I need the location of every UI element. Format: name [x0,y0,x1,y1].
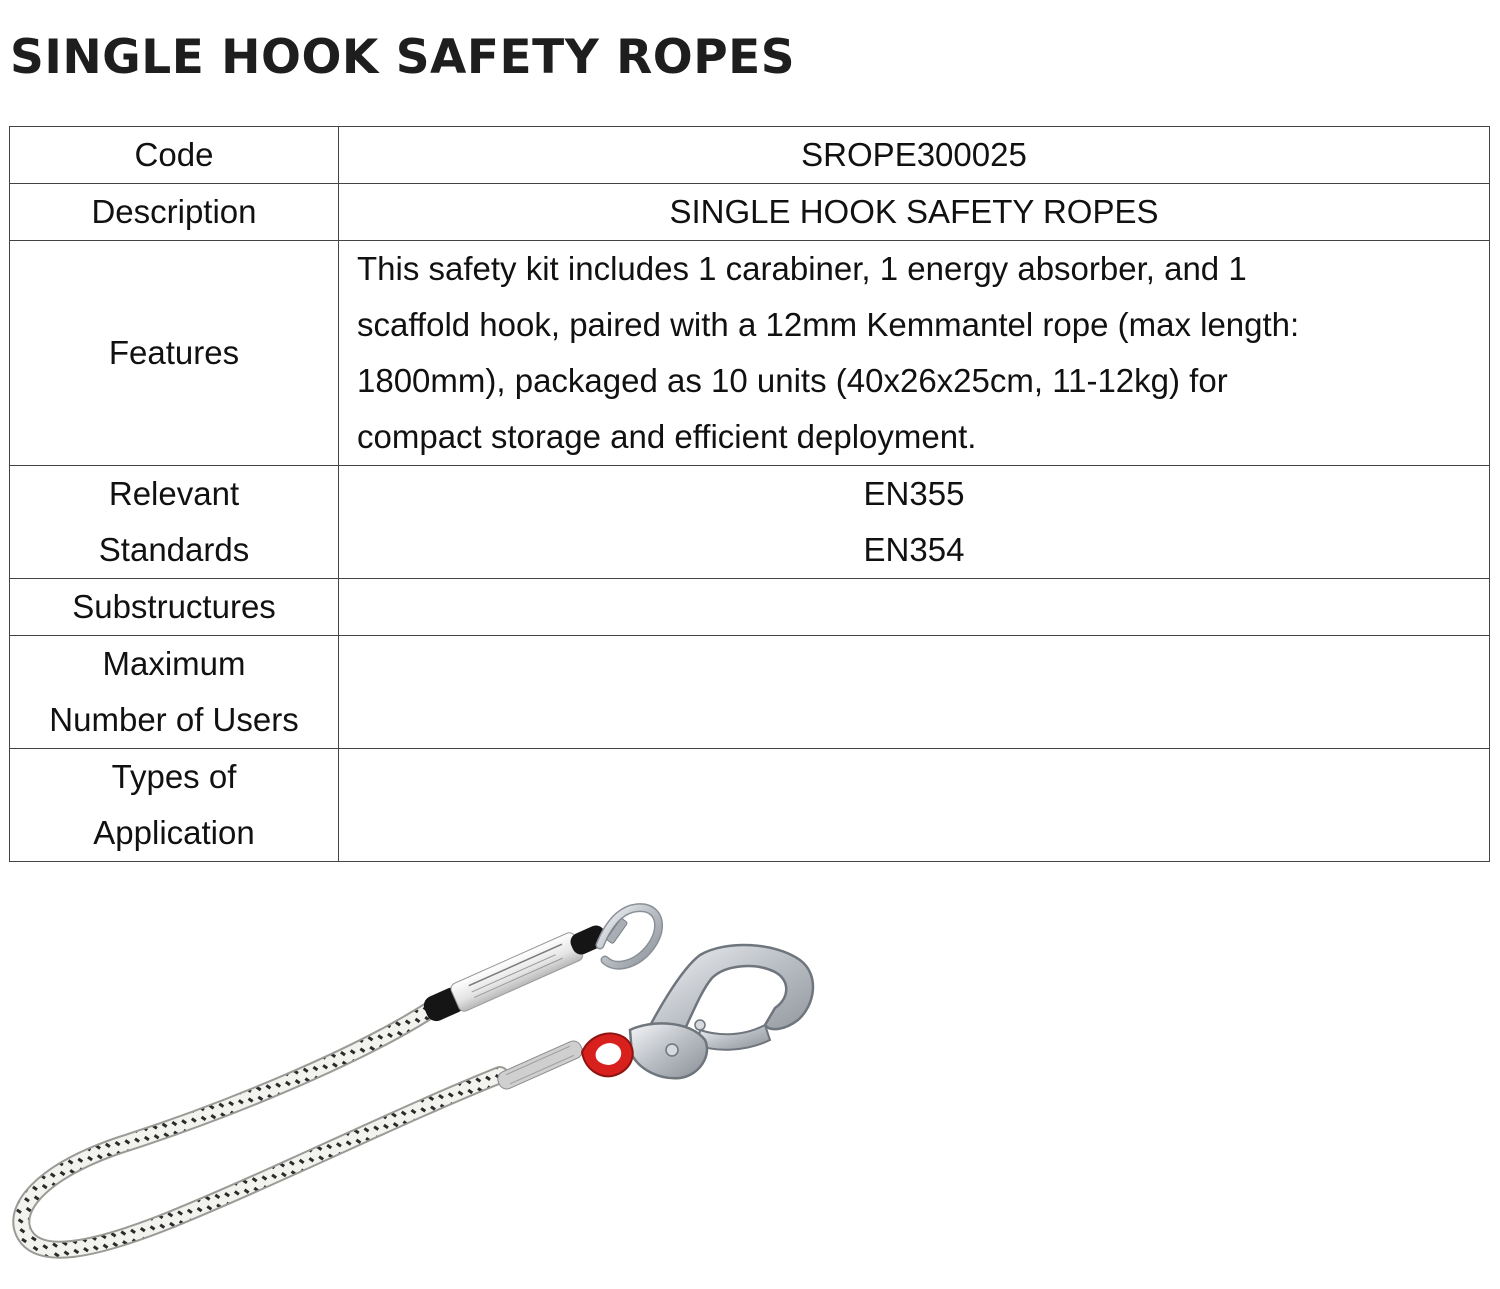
features-line: compact storage and efficient deployment. [357,418,977,455]
code-value: SROPE300025 [339,127,1490,184]
standards-label-line: Relevant [108,475,240,512]
substructures-label: Substructures [10,579,339,636]
table-row-standards [10,466,1490,579]
page-title: SINGLE HOOK SAFETY ROPES [10,30,796,85]
table-row-code [10,127,1490,184]
energy-absorber [420,919,611,1026]
features-label: Features [10,241,339,466]
standard-item: EN354 [863,531,965,568]
scaffold-hook-icon [630,945,813,1078]
table-row-substructures [10,579,1490,636]
rope [21,1010,500,1250]
table-row-max-users [10,636,1490,749]
features-value [339,241,1490,466]
code-label: Code [10,127,339,184]
features-line: This safety kit includes 1 carabiner, 1 energy absorber, and 1 [357,250,1247,287]
substructures-value [339,579,1490,636]
standards-label [10,466,339,579]
application-label-line: Types of [111,758,237,795]
red-thimble-icon [582,1033,633,1076]
rope-splice [495,1038,585,1091]
max-users-label-line: Maximum [102,645,246,682]
standard-item: EN355 [863,475,965,512]
features-line: scaffold hook, paired with a 12mm Kemmantel rope (max length: [357,306,1300,343]
max-users-value [339,636,1490,749]
description-value: SINGLE HOOK SAFETY ROPES [339,184,1490,241]
application-label-line: Application [93,814,255,851]
carabiner-icon [600,908,659,966]
standards-label-line: Standards [98,531,250,568]
max-users-label-line: Number of Users [49,701,299,738]
features-line: 1800mm), packaged as 10 units (40x26x25cm, 11-12kg) for [357,362,1228,399]
application-label [10,749,339,862]
application-value [339,749,1490,862]
table-row-features [10,241,1490,466]
max-users-label [10,636,339,749]
description-label: Description [10,184,339,241]
table-row-application [10,749,1490,862]
product-image [0,880,840,1280]
spec-table [9,126,1490,862]
standards-value [339,466,1490,579]
table-row-description [10,184,1490,241]
